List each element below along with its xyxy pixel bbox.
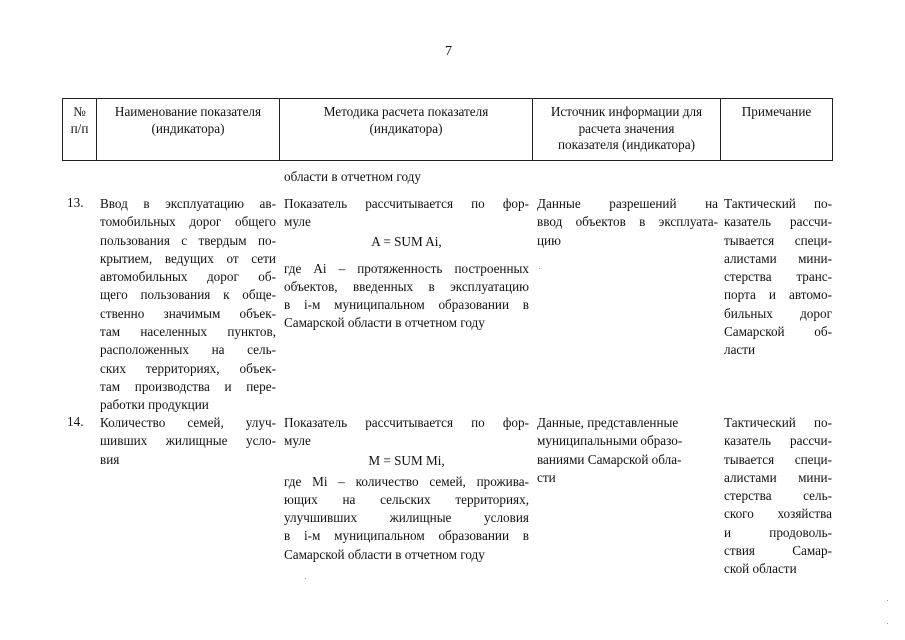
text-line: расположенных на сель- [100,342,276,358]
text-line: в i-м муниципальном образовании в [284,297,529,313]
text-line: алистами мини- [724,469,832,485]
text-line: объектов, введенных в эксплуатацию [284,278,529,294]
text-line: муниципальными образо- [537,433,683,449]
text-line: ского хозяйства [724,506,832,522]
text-line: автомобильных дорог об- [100,269,276,285]
header-name: Наименование показателя (индикатора) [114,104,262,136]
text-line: Количество семей, улуч- [100,415,276,430]
text-line: Данные разрешений на [537,196,718,211]
text-line: ских территориях, объек- [100,360,276,376]
text-line: ствия Самар- [724,543,832,559]
header-method-cell [279,98,532,161]
formula: A = SUM Ai, [371,233,442,249]
page-number: 7 [445,44,452,59]
header-source-cell [532,98,720,161]
text-line: Показатель рассчитывается по фор- [284,415,529,430]
text-line: томобильных дорог общего [100,214,276,230]
text-line: вия [100,451,120,467]
header-source: Источник информации для расчета значения показателя (индикатора) [550,104,703,152]
text-line: пользования с твердым по- [100,232,276,248]
text-line: там населенных пунктов, [100,324,276,340]
header-note: Примечание [741,104,812,119]
text-line: цию [537,232,561,248]
header-number: № п/п [70,104,89,136]
text-line: Показатель рассчитывается по фор- [284,196,529,211]
calculation-method [284,414,529,564]
text-line: ласти [724,342,756,358]
text-line: ственно значимым объек- [100,305,276,321]
text-line: Тактический по- [724,196,832,211]
text-line: тывается специ- [724,451,832,467]
note [724,414,832,579]
calculation-method [284,195,529,333]
text-line: щего пользования к обще- [100,287,276,303]
row-number: 13. [67,195,84,210]
text-line: Данные, представленные [537,415,679,430]
note [724,195,832,360]
text-line: Самарской об- [724,324,832,340]
text-line: там производства и пере- [100,378,276,394]
text-line: Самарской области в отчетном году [284,315,485,331]
text-line: бильных дорог [724,305,832,321]
data-source [537,195,718,250]
text-line: муле [284,433,311,449]
scan-speck [305,578,306,579]
continuation-text: области в отчетном году [284,169,421,184]
header-number-cell [62,98,96,161]
text-line: где Mi – количество семей, прожива- [284,473,529,489]
text-line: где Ai – протяженность построенных [284,260,529,276]
text-line: ввод объектов в эксплуата- [537,214,718,230]
text-line: порта и автомо- [724,287,832,303]
text-line: Тактический по- [724,415,832,430]
header-note-cell [720,98,833,161]
text-line: Ввод в эксплуатацию ав- [100,196,276,211]
row-number: 14. [67,414,84,429]
scan-speck [539,268,540,269]
text-line: ской области [724,561,797,577]
text-line: алистами мини- [724,250,832,266]
text-line: казатель рассчи- [724,433,832,449]
data-source [537,414,718,487]
text-line: Самарской области в отчетном году [284,546,485,562]
scan-speck [887,600,888,601]
text-line: муле [284,214,311,230]
text-line: стерства сель- [724,488,832,504]
text-line: ющих на сельских территориях, [284,491,529,507]
text-line: сти [537,469,556,485]
text-line: в i-м муниципальном образовании в [284,528,529,544]
indicator-name [100,195,276,415]
text-line: и продоволь- [724,524,832,540]
text-line: улучшивших жилищные условия [284,510,529,526]
text-line: шивших жилищные усло- [100,433,276,449]
text-line: крытием, ведущих от сети [100,250,276,266]
header-name-cell [96,98,279,161]
header-method: Методика расчета показателя (индикатора) [323,104,489,136]
text-line: работки продукции [100,397,209,413]
text-line: казатель рассчи- [724,214,832,230]
text-line: тывается специ- [724,232,832,248]
text-line: ваниями Самарской обла- [537,451,682,467]
indicator-name [100,414,276,469]
scan-speck [887,623,888,624]
formula: M = SUM Mi, [368,452,445,468]
text-line: стерства транс- [724,269,832,285]
